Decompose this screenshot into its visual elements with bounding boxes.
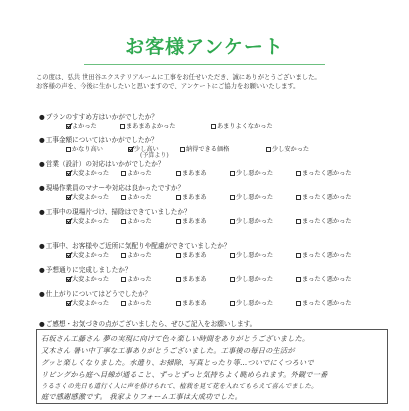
handwritten-comment-line: 石坂さん工藤さん 夢の実現に向けて色々楽しい時間をありがとうございました。 — [41, 334, 310, 343]
option-label: まったく悪かった — [302, 252, 352, 259]
option[interactable] — [66, 168, 109, 177]
handwritten-comment-line: 又木さん 暑い中丁寧な工事ありがとうございました。工事後の毎日の生活が — [41, 346, 295, 355]
option[interactable] — [176, 216, 207, 225]
checkbox[interactable] — [296, 277, 301, 282]
checkbox[interactable] — [230, 301, 235, 306]
checkbox[interactable] — [120, 124, 125, 129]
option[interactable] — [230, 298, 273, 307]
option-label: まあまあよかった — [126, 123, 176, 130]
option[interactable] — [180, 144, 229, 153]
option-label: 少し悪かった — [236, 300, 274, 307]
checkbox[interactable] — [180, 147, 185, 152]
checkbox[interactable] — [211, 124, 216, 129]
option-label: まあまあ — [182, 170, 207, 177]
title-underline — [84, 64, 325, 65]
option-label: まあまあ — [182, 252, 207, 259]
checkbox[interactable] — [121, 171, 126, 176]
checkbox[interactable] — [121, 277, 126, 282]
option-label: 大変よかった — [72, 170, 110, 177]
checkbox[interactable] — [296, 301, 301, 306]
option[interactable] — [266, 144, 309, 153]
question-label: ● 工事中、お客様やご近所に気配りや配慮ができていましたか？ — [39, 240, 230, 250]
option[interactable] — [121, 250, 152, 259]
option-label: まったく悪かった — [302, 300, 352, 307]
option-label: 少し悪かった — [236, 276, 274, 283]
checkbox[interactable] — [230, 219, 235, 224]
checkbox[interactable] — [176, 219, 181, 224]
option-label: 少し高い — [134, 146, 159, 153]
option-label: まったく悪かった — [302, 194, 352, 201]
checkbox[interactable] — [296, 219, 301, 224]
option-label: まあまあ — [182, 300, 207, 307]
checkbox[interactable] — [176, 301, 181, 306]
option-label: かなり高い — [72, 146, 103, 153]
option[interactable] — [176, 192, 207, 201]
checkbox[interactable] — [121, 301, 126, 306]
checkbox[interactable] — [66, 171, 71, 176]
handwritten-note: (予算より) — [140, 152, 169, 159]
option[interactable] — [296, 250, 352, 259]
option-label: まったく悪かった — [302, 170, 352, 177]
option-label: あまりよくなかった — [217, 123, 273, 130]
option-label: まあまあ — [182, 194, 207, 201]
option[interactable] — [211, 121, 273, 130]
intro-line: お客様の声を、今後に生かしたいと思いますので、アンケートにご協力をお願いいたします。 — [36, 83, 300, 90]
option-label: 納得できる価格 — [186, 146, 230, 153]
checkbox[interactable] — [66, 219, 71, 224]
option[interactable] — [66, 298, 109, 307]
checkbox[interactable] — [230, 171, 235, 176]
checkbox[interactable] — [66, 195, 71, 200]
checkbox[interactable] — [266, 147, 271, 152]
option-label: よかった — [127, 276, 152, 283]
checkbox[interactable] — [121, 195, 126, 200]
option[interactable] — [120, 121, 176, 130]
option[interactable] — [121, 298, 152, 307]
option-label: 少し悪かった — [236, 194, 274, 201]
option[interactable] — [121, 168, 152, 177]
option[interactable] — [296, 192, 352, 201]
checkbox[interactable] — [66, 124, 71, 129]
option[interactable] — [66, 216, 109, 225]
option[interactable] — [66, 121, 97, 130]
option[interactable] — [176, 298, 207, 307]
option-label: 少し安かった — [272, 146, 310, 153]
question-label: ● 営業（設計）の対応はいかがでしたか？ — [39, 158, 164, 168]
option[interactable] — [230, 192, 273, 201]
checkbox[interactable] — [66, 301, 71, 306]
option[interactable] — [230, 250, 273, 259]
option[interactable] — [176, 250, 207, 259]
checkbox[interactable] — [66, 253, 71, 258]
option[interactable] — [66, 192, 109, 201]
option[interactable] — [66, 250, 109, 259]
option-label: 大変よかった — [72, 194, 110, 201]
option-label: よかった — [127, 300, 152, 307]
handwritten-comment-line: リビングから庭へ目線が通ること、ずっとずっと気持ちよく眺められます。外観で一番 — [41, 370, 328, 379]
checkbox[interactable] — [230, 277, 235, 282]
option-label: 大変よかった — [72, 300, 110, 307]
option-label: よかった — [127, 194, 152, 201]
question-label: ● 現場作業員のマナーや対応は良かったですか？ — [39, 182, 184, 192]
checkbox[interactable] — [296, 195, 301, 200]
checkbox[interactable] — [230, 195, 235, 200]
option-label: 少し悪かった — [236, 170, 274, 177]
option[interactable] — [230, 216, 273, 225]
checkbox[interactable] — [176, 253, 181, 258]
option-label: 大変よかった — [72, 252, 110, 259]
option-label: よかった — [127, 252, 152, 259]
checkbox[interactable] — [121, 219, 126, 224]
option-label: まあまあ — [182, 276, 207, 283]
option-label: よかった — [127, 170, 152, 177]
checkbox[interactable] — [176, 195, 181, 200]
checkbox[interactable] — [176, 277, 181, 282]
question-label: ● 予想通りに完成しましたか？ — [39, 264, 131, 274]
option-label: 大変よかった — [72, 276, 110, 283]
option[interactable] — [176, 274, 207, 283]
option[interactable] — [121, 216, 152, 225]
option[interactable] — [121, 274, 152, 283]
comment-label: ● ご感想・お気づきの点がございましたら、ぜひご記入をお願いします。 — [39, 318, 256, 328]
option[interactable] — [230, 168, 273, 177]
option-label: よかった — [72, 123, 97, 130]
checkbox[interactable] — [176, 171, 181, 176]
option-label: まあまあ — [182, 218, 207, 225]
page-title: お客様アンケート — [125, 36, 284, 58]
checkbox[interactable] — [121, 253, 126, 258]
option[interactable] — [121, 192, 152, 201]
checkbox[interactable] — [66, 277, 71, 282]
option-label: 少し悪かった — [236, 252, 274, 259]
handwritten-comment-line: グッと楽しくなりました。水遣り、お掃除、写真とったり等…ついでにくつろいで — [41, 358, 314, 367]
checkbox[interactable] — [296, 171, 301, 176]
option[interactable] — [176, 168, 207, 177]
option[interactable] — [66, 274, 109, 283]
option[interactable] — [296, 168, 352, 177]
checkbox[interactable] — [296, 253, 301, 258]
question-label: ● 工事金額についてはいかがでしたか？ — [39, 134, 158, 144]
option[interactable] — [296, 216, 352, 225]
option[interactable] — [230, 274, 273, 283]
option-label: まったく悪かった — [302, 218, 352, 225]
checkbox[interactable] — [66, 147, 71, 152]
checkbox[interactable] — [230, 253, 235, 258]
option[interactable] — [296, 298, 352, 307]
option-label: よかった — [127, 218, 152, 225]
question-label: ● 工事中の現場片づけ、掃除はできていましたか？ — [39, 206, 191, 216]
option-label: 大変よかった — [72, 218, 110, 225]
option-label: まったく悪かった — [302, 276, 352, 283]
question-label: ● プランのすすめ方はいかがでしたか？ — [39, 111, 158, 121]
option[interactable] — [66, 144, 103, 153]
intro-line: この度は、弘共 世田谷エクステリアルームに工事をお任せいただき、誠にありがとうございました。 — [36, 74, 321, 81]
handwritten-comment-line: 庭で感謝感激です。 我家よりフォーム工事は大成功でした。 — [41, 392, 243, 401]
checkbox[interactable] — [128, 147, 133, 152]
option-label: 少し悪かった — [236, 218, 274, 225]
option[interactable] — [296, 274, 352, 283]
handwritten-comment-line: うるさくの先日も道行く人に声を掛けられて、植栽を見て花を入れてもらえて喜んでました。 — [41, 382, 318, 390]
question-label: ● 仕上がりについてはどうでしたか？ — [39, 288, 151, 298]
intro-text — [36, 73, 396, 91]
